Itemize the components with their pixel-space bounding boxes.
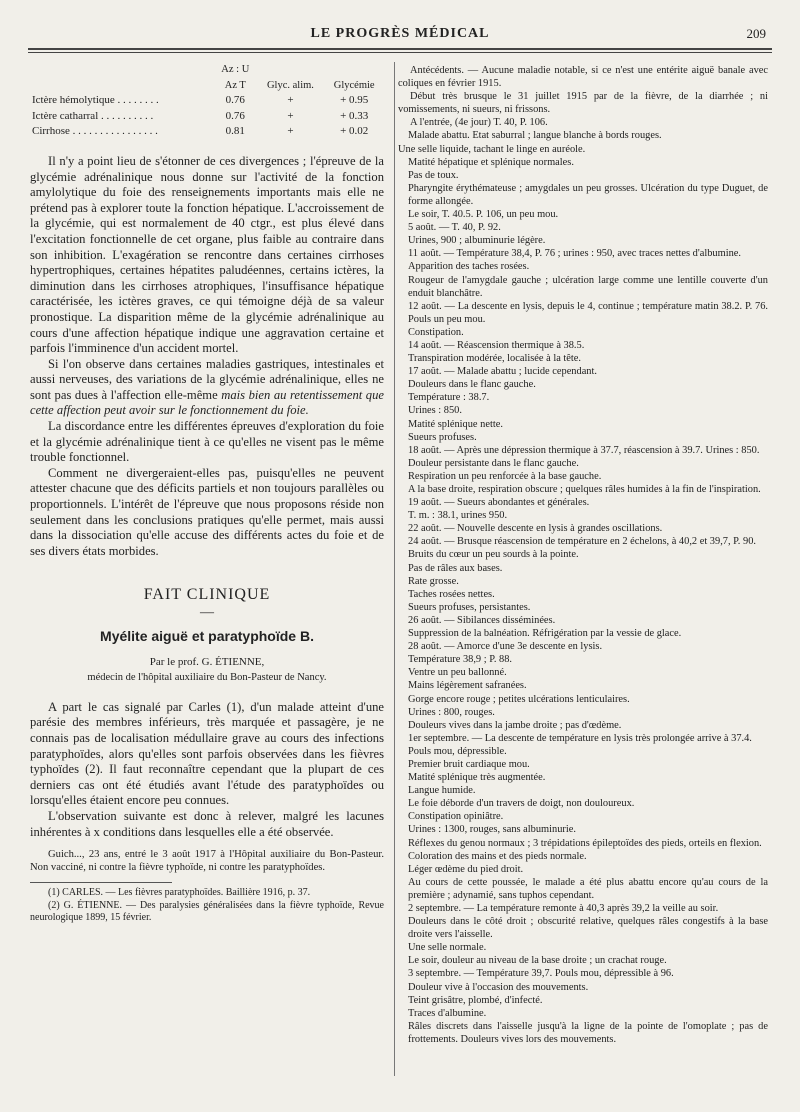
observation-line: Douleurs dans le flanc gauche.	[408, 379, 536, 391]
cell: 0.81	[225, 125, 245, 138]
patient-intro: Guich..., 23 ans, entré le 3 août 1917 à l'Hôpital auxiliaire du Bon-Pasteur. Non vacciné, ni contre la fièvre typhoïde, ni contre les paratyphoïdes.	[30, 849, 384, 874]
table-row	[30, 109, 384, 125]
observation-line: Langue humide.	[408, 785, 476, 797]
paragraph	[30, 357, 384, 419]
left-column	[30, 62, 384, 925]
observation-line: Rougeur de l'amygdale gauche ; ulcération large comme une lentille couverte d'un enduit blanchâtre.	[408, 274, 768, 299]
observation-line: Suppression de la balnéation. Réfrigération par la vessie de glace.	[408, 628, 682, 640]
observation-line: 24 août. — Brusque réascension de température en 2 échelons, à 40,2 et 39,7, P. 90.	[408, 536, 756, 548]
observation-line: Pas de râles aux bases.	[408, 562, 503, 574]
observation-line: 3 septembre. — Température 39,7. Pouls mou, dépressible à 96.	[408, 968, 674, 980]
cell: + 0.02	[340, 125, 369, 138]
observation-line: Le foie déborde d'un travers de doigt, non douloureux.	[408, 798, 635, 810]
observation-line: 26 août. — Sibilances disséminées.	[408, 614, 556, 626]
observation-line: Antécédents. — Aucune maladie notable, si ce n'est une entérite aiguë banale avec coliques en février 1915.	[398, 65, 768, 90]
observation-line: Au cours de cette poussée, le malade a été plus abattu encore qu'au cours de la première ; adynamié, sans tuphos cependant.	[408, 876, 768, 901]
observation-line: Rate grosse.	[408, 575, 459, 587]
row-label: Ictère hémolytique . . . . . . . .	[32, 94, 159, 107]
table-group-header	[30, 62, 384, 78]
cell: +	[287, 94, 294, 107]
author-byline: Par le prof. G. ÉTIENNE,	[149, 655, 265, 668]
observation-line: Mains légèrement safranées.	[408, 680, 527, 692]
observation-line: Gorge encore rouge ; petites ulcérations lenticulaires.	[408, 693, 630, 705]
table-header-row	[30, 78, 384, 94]
observation-line: 14 août. — Réascension thermique à 38.5.	[408, 339, 585, 351]
header-rule	[28, 48, 772, 50]
observation-line: Une selle normale.	[408, 942, 487, 954]
observation-line: Premier bruit cardiaque mou.	[408, 758, 530, 770]
column-header: Glyc. alim.	[266, 79, 314, 91]
observation-line: Sueurs profuses, persistantes.	[408, 601, 531, 613]
observation-line: 17 août. — Malade abattu ; lucide cependant.	[408, 366, 597, 378]
observation-line: Douleurs vives dans la jambe droite ; pas d'œdème.	[408, 719, 622, 731]
paragraph: L'observation suivante est donc à relever, malgré les lacunes inhérentes à x conditions dans lesquelles elle a été observée.	[30, 808, 384, 839]
observation-line: Râles discrets dans l'aisselle jusqu'à la ligne de la pointe de l'omoplate ; pas de frottements. Douleurs vives lors des mouvements.	[408, 1020, 768, 1045]
observation-line: 2 septembre. — La température remonte à 40,3 après 39,2 la veille au soir.	[408, 903, 719, 914]
observation-line: 22 août. — Nouvelle descente en lysis à grandes oscillations.	[408, 523, 663, 535]
observation-line: Coloration des mains et des pieds normale.	[408, 850, 587, 862]
observation-line: 19 août. — Sueurs abondantes et générales.	[408, 497, 590, 509]
column-header: Az T	[224, 79, 246, 91]
observation-line: Ventre un peu ballonné.	[408, 667, 507, 679]
observation-line: Matité splénique très augmentée.	[408, 772, 546, 784]
observation-line: 28 août. — Amorce d'une 3e descente en lysis.	[408, 641, 603, 653]
observation-line: Température 38,9 ; P. 88.	[408, 654, 513, 666]
case-title: Myélite aiguë et paratyphoïde B.	[100, 628, 314, 644]
row-label: Ictère catharral . . . . . . . . . .	[32, 109, 154, 122]
observation-line: Une selle liquide, tachant le linge en auréole.	[398, 143, 586, 155]
observation-line: Réflexes du genou normaux ; 3 trépidations épileptoïdes des pieds, orteils en flexion.	[408, 837, 762, 849]
observation-line: Bruits du cœur un peu sourds à la pointe.	[408, 549, 579, 561]
author-affiliation: médecin de l'hôpital auxiliaire du Bon-Pasteur de Nancy.	[87, 672, 327, 684]
cell: + 0.95	[340, 94, 369, 107]
observation-line: Malade abattu. Etat saburral ; langue blanche à bords rouges.	[408, 130, 662, 142]
observation-line: A l'entrée, (4e jour) T. 40, P. 106.	[410, 117, 548, 129]
observation-line: 11 août. — Température 38,4, P. 76 ; urines : 950, avec traces nettes d'albumine.	[408, 248, 741, 260]
observation-line: Transpiration modérée, localisée à la tête.	[408, 353, 582, 365]
page-header	[28, 26, 772, 48]
observation-line: Douleur vive à l'occasion des mouvements.	[408, 981, 589, 993]
observation-line: Sueurs profuses.	[408, 431, 477, 443]
paragraph: La discordance entre les différentes épreuves d'exploration du foie et la glycémie adrénalinique tient à ce qu'elles ne visent pas le même trouble fonctionnel.	[30, 419, 384, 465]
observation-line: Urines : 800, rouges.	[408, 706, 495, 718]
observation-line: Traces d'albumine.	[408, 1007, 487, 1019]
observation-line: T. m. : 38.1, urines 950.	[408, 510, 508, 522]
observation-line: Pouls mou, dépressible.	[408, 745, 507, 757]
observation-line: Début très brusque le 31 juillet 1915 par de la fièvre, de la diarrhée ; ni vomissements, ni sueurs, ni frissons.	[398, 91, 768, 116]
observation-line: Pas de toux.	[408, 169, 459, 181]
observation-line: Douleur persistante dans le flanc gauche.	[408, 457, 579, 469]
table-row	[30, 124, 384, 140]
observation-line: 1er septembre. — La descente de température en lysis très prolongée arrive à 37.4.	[408, 732, 752, 744]
observation-line: Constipation opiniâtre.	[408, 811, 504, 823]
cell: +	[287, 125, 294, 138]
paragraph: A part le cas signalé par Carles (1), d'un malade atteint d'une parésie des membres inférieurs, très marquée et passagère, je ne connais pas de localisation médullaire grave au cours des infections paratyphoïdes, alors qu'elles sont parfois observées dans les fièvres typhoïdes (2). Il faut reconnaître cependant que la plupart de ces derniers cas ont été étudiés avant l'étude des paratyphoïdes ou lorsqu'elles étaient encore peu connues.	[30, 699, 384, 808]
glycemia-table	[30, 62, 384, 140]
page-number: 209	[746, 26, 766, 41]
column-header: Glycémie	[333, 79, 375, 91]
paragraph-text: Si l'on observe dans certaines maladies gastriques, intestinales et aussi nerveuses, des variations de la glycémie adrénalinique, elles ne sont pas dues à l'affection elle-même	[30, 356, 384, 402]
section-title: FAIT CLINIQUE	[143, 586, 271, 604]
observation-line: Température : 38.7.	[408, 392, 490, 404]
footnote: (2) G. ÉTIENNE. — Des paralysies généralisées dans la fièvre typhoïde, Revue neurologique 1899, 15 février.	[30, 899, 384, 924]
observation-line: 18 août. — Après une dépression thermique à 37.7, réascension à 39.7. Urines : 850.	[408, 444, 760, 456]
observation-line: Urines : 1300, rouges, sans albuminurie.	[408, 824, 576, 836]
observation-line: Apparition des taches rosées.	[408, 261, 530, 273]
header-rule-thin	[28, 52, 772, 53]
observation-line: Teint grisâtre, plombé, d'infecté.	[408, 994, 543, 1006]
observation-line: Matité hépatique et splénique normales.	[408, 156, 574, 168]
cell: 0.76	[225, 94, 245, 107]
paragraph: Comment ne divergeraient-elles pas, puisqu'elles ne peuvent attester chacune que des déficits partiels et non toujours parallèles ou proportionnels. L'intérêt de l'épreuve que nous proposons réside non seulement dans les conclusions pratiques qu'elle permet, mais aussi dans la dissociation qu'elle accuse des différents actes du foie et de ses divers états morbides.	[30, 465, 384, 558]
section-dash: —	[200, 605, 214, 620]
table-row	[30, 93, 384, 109]
footnote: (1) CARLES. — Les fièvres paratyphoïdes. Baillière 1916, p. 37.	[48, 887, 311, 899]
cell: 0.76	[225, 109, 245, 122]
cell: +	[287, 109, 294, 122]
table-group-label: Az : U	[221, 64, 250, 75]
observation-line: Urines : 850.	[408, 405, 462, 417]
observation-line: Le soir, douleur au niveau de la base droite ; un crachat rouge.	[408, 955, 667, 967]
footnote-rule	[30, 882, 172, 883]
observation-line: Matité splénique nette.	[408, 418, 503, 430]
paragraph: Il n'y a point lieu de s'étonner de ces divergences ; l'épreuve de la glycémie adrénalinique nous donne sur l'activité de la fonction amylolytique du foie des renseignements importants mais elle ne prétend pas à explorer toute la fonction hépatique. L'accroissement de la glycémie, qui est normalement de 40 ctgr., est plus élevé dans l'excitation fonctionnelle de cet organe, plus faible au contraire dans son inhibition. L'exagération se rencontre dans certaines cirrhoses hypertrophiques, certaines hépatites paludéennes, certains ictères, la diminution dans les cirrhoses atrophiques, l'insuffisance hépatique caractérisée, les ictères graves, ce qui témoigne déjà de sa valeur pronostique. La disparition même de la glycémie adrénalinique au cours d'une affection hépatique indique une aggravation certaine et parfois l'imminence d'un accident mortel.	[30, 153, 384, 356]
observation-line: Douleurs dans le côté droit ; obscurité relative, quelques râles congestifs à la base droite vers l'aisselle.	[408, 916, 768, 941]
column-divider	[394, 62, 395, 1076]
cell: + 0.33	[340, 109, 369, 122]
observation-line: Pharyngite érythémateuse ; amygdales un peu grosses. Ulcération du type Duguet, de forme allongée.	[408, 182, 768, 207]
observation-line: Le soir, T. 40.5. P. 106, un peu mou.	[408, 209, 559, 221]
row-label: Cirrhose . . . . . . . . . . . . . . . .	[32, 125, 158, 138]
observation-line: Léger œdème du pied droit.	[408, 863, 524, 875]
observation-line: 12 août. — La descente en lysis, depuis le 4, continue ; température matin 38.2. P. 76. Pouls un peu mou.	[408, 300, 768, 325]
observation-line: Respiration un peu renforcée à la base gauche.	[408, 470, 602, 482]
observation-line: Taches rosées nettes.	[408, 588, 495, 600]
observation-line: Urines, 900 ; albuminurie légère.	[408, 235, 546, 247]
observation-line: A la base droite, respiration obscure ; quelques râles humides à la fin de l'inspiration.	[408, 484, 761, 495]
journal-title: LE PROGRÈS MÉDICAL	[310, 26, 490, 41]
observation-line: Constipation.	[408, 326, 464, 338]
observation-line: 5 août. — T. 40, P. 92.	[408, 222, 501, 234]
italic-text: mais bien au retentissement que cette affection peut avoir sur le fonctionnement du foie.	[30, 387, 384, 418]
right-column	[398, 64, 768, 1046]
